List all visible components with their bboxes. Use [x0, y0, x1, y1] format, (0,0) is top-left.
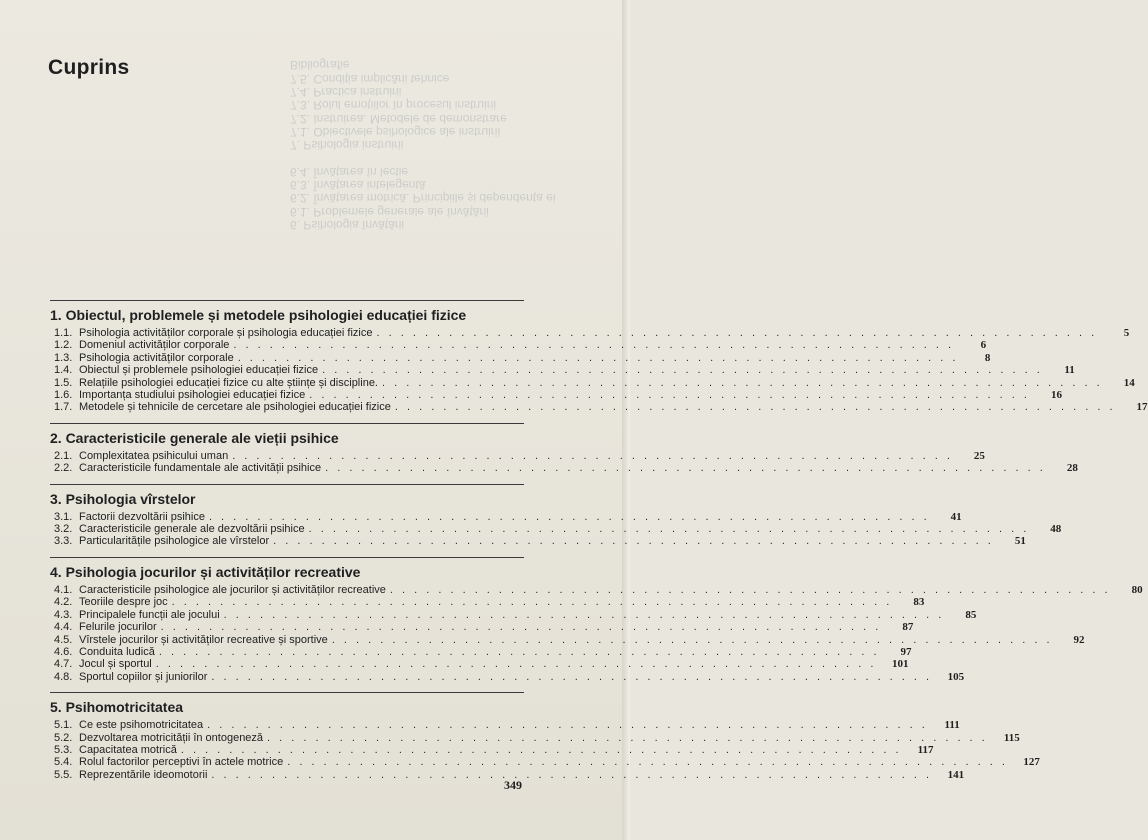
toc-entry	[54, 719, 960, 732]
entry-number: 1.4.	[54, 364, 73, 377]
dot-leader: . . . . . . . . . . . . . . . . . . . . . . . . . . . . . . . . . . . . . . . . . . . . . . . . . . . . . . . . . . . .	[160, 621, 882, 634]
entry-page-number: 11	[1064, 364, 1075, 377]
page-number: 349	[504, 778, 522, 792]
toc-chapter	[50, 423, 1078, 475]
toc-chapter	[50, 300, 1148, 414]
chapter-divider	[50, 423, 524, 424]
chapter-divider	[50, 557, 524, 558]
entry-page-number: 5	[1123, 327, 1130, 339]
entry-number: 4.2.	[54, 596, 73, 609]
entry-number: 4.8.	[54, 670, 73, 683]
entry-title: Caracteristicile fundamentale ale activității psihice	[79, 462, 322, 475]
toc-entry	[54, 756, 1040, 769]
entry-number: 4.7.	[54, 658, 73, 671]
toc-chapter	[50, 557, 1143, 683]
dot-leader: . . . . . . . . . . . . . . . . . . . . . . . . . . . . . . . . . . . . . . . . . . . . . . . . . . . . . . . . . . . .	[394, 401, 1116, 414]
entry-page-number: 92	[1073, 633, 1085, 646]
bleed-through-line: 6. Psihologia învățării	[290, 217, 405, 232]
entry-page-number: 105	[947, 670, 965, 683]
dot-leader: . . . . . . . . . . . . . . . . . . . . . . . . . . . . . . . . . . . . . . . . . . . . . . . . . . . . . . . . . . . .	[267, 731, 988, 744]
entry-page-number: 80	[1131, 583, 1143, 596]
dot-leader: . . . . . . . . . . . . . . . . . . . . . . . . . . . . . . . . . . . . . . . . . . . . . . . . . . . . . . . . . . . .	[223, 608, 945, 621]
entry-page-number: 87	[902, 621, 914, 634]
dot-leader: . . . . . . . . . . . . . . . . . . . . . . . . . . . . . . . . . . . . . . . . . . . . . . . . . . . . . . . . . . . .	[309, 389, 1030, 402]
bleed-through-line: Bibliografie	[290, 58, 350, 73]
chapter-title: 2. Caracteristicile generale ale vieții psihice	[50, 429, 339, 446]
toc-entry	[54, 621, 914, 634]
entry-page-number: 83	[913, 596, 925, 609]
entry-page-number: 111	[944, 719, 960, 732]
chapter-title: 4. Psihologia jocurilor și activităților recreative	[50, 563, 361, 580]
bleed-through-line: 7.3. Rolul emoțiilor în procesul instruirii	[290, 98, 497, 113]
entry-number: 1.3.	[54, 351, 73, 364]
entry-page-number: 101	[891, 658, 909, 671]
toc-entry	[54, 449, 985, 462]
dot-leader: . . . . . . . . . . . . . . . . . . . . . . . . . . . . . . . . . . . . . . . . . . . . . . . . . . . . . . . . . . . .	[382, 376, 1103, 389]
chapter-divider	[50, 300, 524, 301]
toc-chapter	[50, 692, 1040, 781]
entry-page-number: 16	[1050, 389, 1062, 402]
entry-title: Caracteristicile psihologice ale jocurilor și activităților recreative	[79, 583, 386, 596]
entry-page-number: 117	[917, 743, 934, 756]
toc-entry	[54, 608, 977, 621]
toc-entry	[54, 389, 1062, 402]
dot-leader: . . . . . . . . . . . . . . . . . . . . . . . . . . . . . . . . . . . . . . . . . . . . . . . . . . . . . . . . . . . .	[331, 633, 1053, 646]
entry-page-number: 48	[1050, 523, 1062, 536]
chapter-title: 1. Obiectul, problemele și metodele psihologiei educației fizice	[50, 307, 467, 323]
entry-number: 1.1.	[54, 327, 73, 339]
bleed-through-line: 6.4. Învățarea în lectie	[290, 164, 409, 179]
entry-title: Importanța studiului psihologiei educației fizice	[79, 389, 306, 402]
entry-number: 5.1.	[54, 719, 73, 732]
entry-page-number: 25	[973, 449, 985, 462]
dot-leader: . . . . . . . . . . . . . . . . . . . . . . . . . . . . . . . . . . . . . . . . . . . . . . . . . . . . . . . . . . . .	[233, 339, 955, 352]
bleed-through-text	[290, 58, 600, 231]
bleed-through-line: 7.5. Condiția implicării tehnice	[290, 71, 450, 86]
entry-number: 4.1.	[54, 583, 73, 596]
entry-title: Particularitățile psihologice ale vîrstelor	[79, 535, 270, 548]
table-of-contents	[50, 300, 1148, 790]
entry-title: Obiectul și problemele psihologiei educației fizice	[79, 364, 319, 377]
dot-leader: . . . . . . . . . . . . . . . . . . . . . . . . . . . . . . . . . . . . . . . . . . . . . . . . . . . . . . . . . . . .	[287, 756, 1008, 769]
entry-number: 1.6.	[54, 389, 73, 402]
dot-leader: . . . . . . . . . . . . . . . . . . . . . . . . . . . . . . . . . . . . . . . . . . . . . . . . . . . . . . . . . . . .	[376, 327, 1098, 339]
dot-leader: . . . . . . . . . . . . . . . . . . . . . . . . . . . . . . . . . . . . . . . . . . . . . . . . . . . . . . . . . . . .	[237, 351, 959, 364]
toc-entry	[54, 510, 962, 523]
entry-title: Felurile jocurilor	[79, 621, 157, 634]
entry-number: 3.3.	[54, 535, 73, 548]
entry-page-number: 14	[1123, 376, 1135, 389]
bleed-through-line: 7.2. Instruirea. Metodele de demonstrare	[290, 111, 507, 126]
entry-page-number: 85	[965, 608, 977, 621]
entry-number: 4.4.	[54, 621, 73, 634]
entry-number: 5.3.	[54, 743, 73, 756]
toc-entry	[54, 401, 1148, 414]
toc-entry	[54, 658, 909, 671]
entry-title: Metodele și tehnicile de cercetare ale psihologiei educației fizice	[79, 401, 391, 414]
entry-page-number: 8	[984, 351, 991, 364]
entry-number: 2.2.	[54, 462, 73, 475]
toc-entry	[54, 743, 934, 756]
toc-entry	[54, 731, 1020, 744]
entry-title: Ce este psihomotricitatea	[79, 719, 204, 732]
entry-page-number: 28	[1066, 462, 1078, 475]
chapter-divider	[50, 484, 524, 485]
bleed-through-line: 6.3. Învățarea intelegentă	[290, 177, 426, 192]
entry-title: Capacitatea motrică	[79, 743, 177, 756]
toc-entry	[54, 351, 991, 364]
dot-leader: . . . . . . . . . . . . . . . . . . . . . . . . . . . . . . . . . . . . . . . . . . . . . . . . . . . . . . . . . . . .	[158, 645, 880, 658]
page-title: Cuprins	[48, 56, 130, 79]
entry-title: Factorii dezvoltării psihice	[79, 510, 205, 523]
toc-entry	[54, 583, 1143, 596]
dot-leader: . . . . . . . . . . . . . . . . . . . . . . . . . . . . . . . . . . . . . . . . . . . . . . . . . . . . . . . . . . . .	[208, 510, 930, 523]
bleed-through-line: 6.2. Învățarea motrică. Principiile și dependența ei	[290, 191, 556, 206]
toc-entry	[54, 633, 1085, 646]
entry-number: 4.3.	[54, 608, 73, 621]
entry-title: Principalele funcții ale jocului	[79, 608, 220, 621]
entry-number: 1.7.	[54, 401, 73, 414]
entry-number: 1.5.	[54, 376, 73, 389]
bleed-through-line: 7. Psihologia instruirii	[290, 138, 404, 153]
entry-page-number: 51	[1014, 535, 1026, 548]
toc-entry	[54, 535, 1026, 548]
dot-leader: . . . . . . . . . . . . . . . . . . . . . . . . . . . . . . . . . . . . . . . . . . . . . . . . . . . . . . . . . . . .	[389, 583, 1111, 596]
dot-leader: . . . . . . . . . . . . . . . . . . . . . . . . . . . . . . . . . . . . . . . . . . . . . . . . . . . . . . . . . . . .	[273, 535, 994, 548]
toc-entry	[54, 596, 925, 609]
dot-leader: . . . . . . . . . . . . . . . . . . . . . . . . . . . . . . . . . . . . . . . . . . . . . . . . . . . . . . . . . . . .	[211, 670, 933, 683]
entry-title: Psihologia activităților corporale și psihologia educației fizice	[79, 327, 373, 339]
entry-title: Complexitatea psihicului uman	[79, 449, 229, 462]
dot-leader: . . . . . . . . . . . . . . . . . . . . . . . . . . . . . . . . . . . . . . . . . . . . . . . . . . . . . . . . . . . .	[232, 449, 953, 462]
entry-number: 1.2.	[54, 339, 73, 352]
entry-number: 3.1.	[54, 510, 73, 523]
entry-page-number: 97	[900, 645, 912, 658]
toc-entry	[54, 462, 1078, 475]
dot-leader: . . . . . . . . . . . . . . . . . . . . . . . . . . . . . . . . . . . . . . . . . . . . . . . . . . . . . . . . . . . .	[211, 768, 933, 781]
entry-page-number: 141	[947, 768, 965, 781]
entry-number: 5.5.	[54, 768, 73, 781]
entry-title: Relațiile psihologiei educației fizice cu alte științe și discipline.	[79, 376, 378, 389]
toc-entry	[54, 364, 1075, 377]
bleed-through-line	[290, 151, 600, 164]
toc-entry	[54, 376, 1135, 389]
entry-title: Teoriile despre joc	[79, 596, 168, 609]
dot-leader: . . . . . . . . . . . . . . . . . . . . . . . . . . . . . . . . . . . . . . . . . . . . . . . . . . . . . . . . . . . .	[180, 743, 902, 756]
toc-entry	[54, 768, 965, 781]
entry-number: 5.2.	[54, 731, 73, 744]
entry-number: 3.2.	[54, 523, 73, 536]
toc-entry	[54, 645, 912, 658]
entry-title: Caracteristicile generale ale dezvoltării psihice	[79, 523, 305, 536]
entry-page-number: 127	[1023, 756, 1040, 769]
bleed-through-line: 7.4. Practica instruirii	[290, 84, 402, 99]
dot-leader: . . . . . . . . . . . . . . . . . . . . . . . . . . . . . . . . . . . . . . . . . . . . . . . . . . . . . . . . . . . .	[308, 523, 1030, 536]
toc-entry	[54, 327, 1130, 339]
toc-entry	[54, 339, 987, 352]
entry-number: 5.4.	[54, 756, 73, 769]
entry-title: Domeniul activităților corporale	[79, 339, 230, 352]
entry-title: Psihologia activităților corporale	[79, 351, 234, 364]
entry-title: Dezvoltarea motricității în ontogeneză	[79, 731, 264, 744]
entry-page-number: 17	[1136, 401, 1148, 414]
entry-title: Reprezentările ideomotorii	[79, 768, 208, 781]
toc-entry	[54, 670, 965, 683]
toc-chapter	[50, 484, 1062, 548]
entry-title: Conduita ludică	[79, 645, 155, 658]
entry-title: Sportul copiilor și juniorilor	[79, 670, 208, 683]
entry-page-number: 6	[980, 339, 987, 352]
dot-leader: . . . . . . . . . . . . . . . . . . . . . . . . . . . . . . . . . . . . . . . . . . . . . . . . . . . . . . . . . . . .	[322, 364, 1043, 377]
bleed-through-line: 6.1. Problemele generale ale învățării	[290, 204, 489, 219]
page-edge-shadow	[622, 0, 630, 840]
dot-leader: . . . . . . . . . . . . . . . . . . . . . . . . . . . . . . . . . . . . . . . . . . . . . . . . . . . . . . . . . . . .	[171, 596, 893, 609]
entry-number: 2.1.	[54, 449, 73, 462]
dot-leader: . . . . . . . . . . . . . . . . . . . . . . . . . . . . . . . . . . . . . . . . . . . . . . . . . . . . . . . . . . . .	[325, 462, 1046, 475]
dot-leader: . . . . . . . . . . . . . . . . . . . . . . . . . . . . . . . . . . . . . . . . . . . . . . . . . . . . . . . . . . . .	[155, 658, 877, 671]
entry-title: Vîrstele jocurilor și activităților recreative și sportive	[79, 633, 328, 646]
chapter-divider	[50, 692, 524, 693]
entry-number: 4.5.	[54, 633, 73, 646]
entry-title: Jocul și sportul	[79, 658, 152, 671]
chapter-title: 3. Psihologia vîrstelor	[50, 490, 196, 507]
bleed-through-line: 7.1. Obiectivele psihologice ale instruirii	[290, 124, 501, 139]
entry-number: 4.6.	[54, 645, 73, 658]
entry-page-number: 41	[950, 510, 962, 523]
toc-entry	[54, 523, 1062, 536]
entry-title: Rolul factorilor perceptivi în actele motrice	[79, 756, 284, 769]
entry-page-number: 115	[1003, 731, 1020, 744]
dot-leader: . . . . . . . . . . . . . . . . . . . . . . . . . . . . . . . . . . . . . . . . . . . . . . . . . . . . . . . . . . . .	[207, 719, 928, 732]
chapter-title: 5. Psihomotricitatea	[50, 699, 184, 716]
